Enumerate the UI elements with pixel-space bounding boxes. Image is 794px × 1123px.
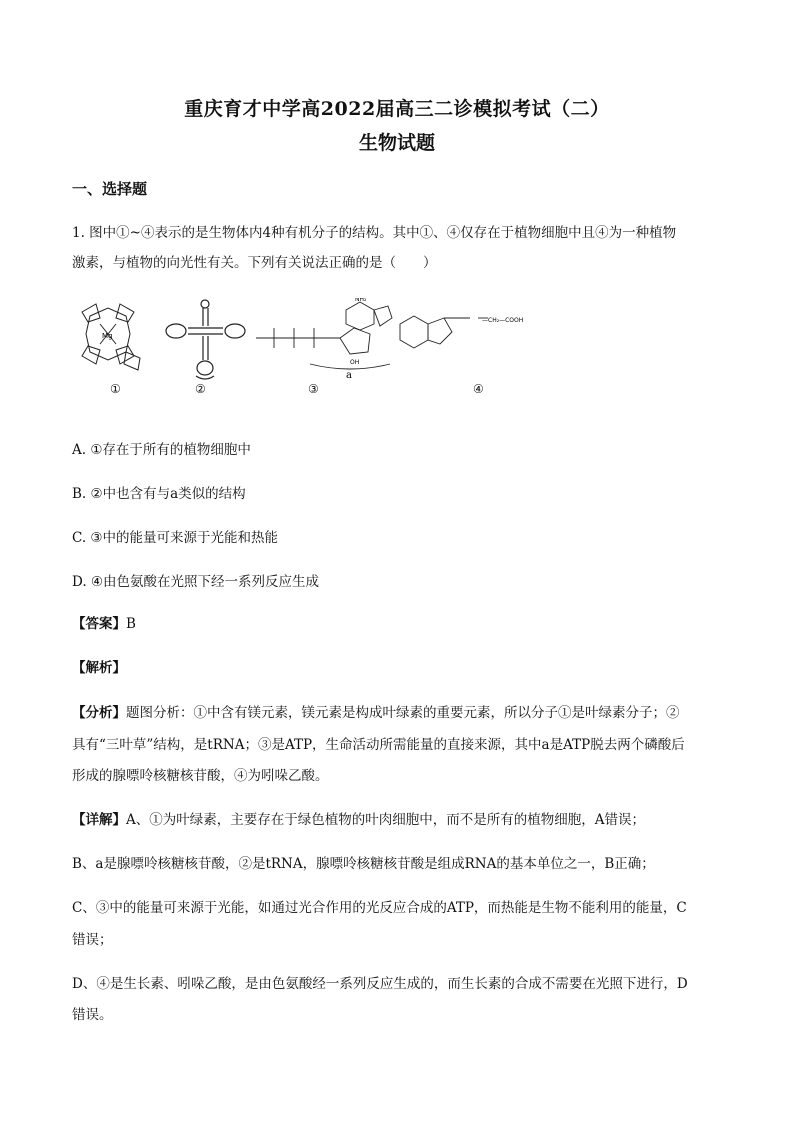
detail-c2: 错误；	[72, 932, 113, 948]
detail-d2: 错误。	[72, 1007, 113, 1023]
answer-line	[72, 612, 136, 632]
molecule-diagrams	[78, 298, 528, 400]
trna-structure	[166, 300, 245, 379]
figure-label-2: ②	[195, 382, 206, 396]
figure-label-1: ①	[110, 382, 121, 396]
a-label: a	[346, 370, 352, 381]
option-a: A. ①存在于所有的植物细胞中	[72, 442, 251, 458]
figure-label-4: ④	[473, 382, 484, 396]
nh2-label: NH₂	[355, 298, 367, 303]
analysis-heading: 【解析】	[72, 660, 126, 676]
fenxi-text1: 题图分析：①中含有镁元素，镁元素是构成叶绿素的重要元素，所以分子①是叶绿素分子；②	[126, 705, 680, 721]
section-heading: 一、选择题	[72, 180, 148, 198]
fenxi-line3: 形成的腺嘌呤核糖核苷酸，④为吲哚乙酸。	[72, 768, 329, 784]
answer-value: B	[126, 616, 136, 632]
detail-d1: D、④是生长素、吲哚乙酸，是由色氨酸经一系列反应生成的，而生长素的合成不需要在光照下进行，D	[72, 976, 688, 992]
detail-tag: 【详解】	[72, 812, 126, 828]
cooh-label: —CH₂—COOH	[482, 317, 524, 324]
fenxi-line1	[72, 698, 722, 728]
answer-tag: 【答案】	[72, 616, 126, 632]
fenxi-line2: 具有“三叶草”结构，是tRNA；③是ATP，生命活动所需能量的直接来源，其中a是ATP脱去两个磷酸后	[72, 737, 685, 753]
option-c: C. ③中的能量可来源于光能和热能	[72, 530, 279, 546]
oh-label: OH	[350, 359, 360, 366]
option-b: B. ②中也含有与a类似的结构	[72, 486, 246, 502]
detail-c1: C、③中的能量可来源于光能，如通过光合作用的光反应合成的ATP，而热能是生物不能利用的能量，C	[72, 900, 687, 916]
detail-a-text: A、①为叶绿素，主要存在于绿色植物的叶肉细胞中，而不是所有的植物细胞，A错误；	[126, 812, 645, 828]
page-subtitle: 生物试题	[358, 132, 435, 154]
figure-label-3: ③	[308, 382, 319, 396]
detail-b: B、a是腺嘌呤核糖核苷酸，②是tRNA，腺嘌呤核糖核苷酸是组成RNA的基本单位之一，B正确；	[72, 856, 655, 872]
detail-a	[72, 805, 722, 835]
question-intro-line1: 1. 图中①~④表示的是生物体内4种有机分子的结构。其中①、④仅存在于植物细胞中且④为一种植物	[72, 225, 677, 241]
atp-structure	[256, 302, 392, 369]
option-d: D. ④由色氨酸在光照下经一系列反应生成	[72, 574, 320, 590]
question-intro-line2: 激素，与植物的向光性有关。下列有关说法正确的是（ ）	[72, 255, 437, 271]
page-title: 重庆育才中学高2022届高三二诊模拟考试（二）	[184, 98, 610, 120]
molecule-figure	[78, 298, 528, 400]
mg-label: Mg	[102, 332, 113, 340]
fenxi-tag: 【分析】	[72, 705, 126, 721]
iaa-structure	[400, 316, 488, 348]
